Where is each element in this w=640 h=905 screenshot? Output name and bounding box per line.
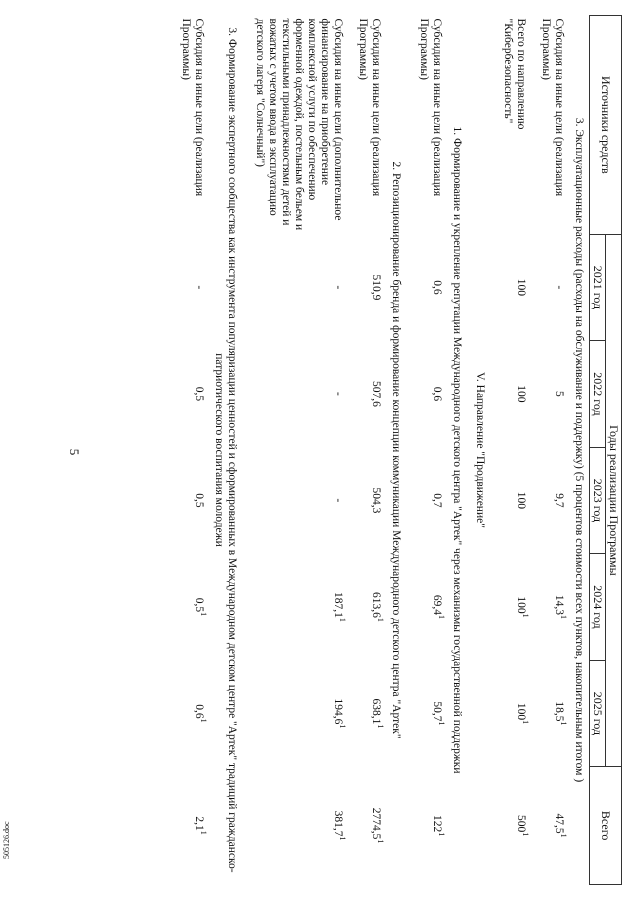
value-text: 0,5 <box>193 386 205 402</box>
value-cell <box>252 660 345 767</box>
footnote-mark: 1 <box>436 721 446 726</box>
landscape-page <box>22 15 622 885</box>
table-row <box>178 16 206 885</box>
section-title: 3. Формирование экспертного сообщества как инструмента популяризации ценностей и сформированных в Международном детском центре "Артек" традиций гражданско-патриотического воспитания молодежи <box>213 27 238 873</box>
value-text: 381,7 <box>332 810 344 837</box>
value-text: 18,5 <box>553 701 565 722</box>
value-text: 100 <box>515 278 527 297</box>
value-cell <box>252 767 345 885</box>
value-text: 5 <box>553 391 565 397</box>
value-text: 187,1 <box>332 592 344 618</box>
value-cell <box>355 660 383 767</box>
value-cell <box>355 234 383 341</box>
header-total: Всего <box>590 767 622 885</box>
value-cell <box>355 554 383 661</box>
table-row <box>416 16 444 885</box>
value-cell <box>500 767 528 885</box>
footnote-mark: 1 <box>520 832 530 837</box>
footnote-mark: 1 <box>558 721 568 726</box>
value-text: 9,7 <box>553 493 565 508</box>
value-text: 2774,5 <box>370 807 382 840</box>
header-years-group: Годы реализации Программы <box>606 234 622 767</box>
table-row <box>538 16 566 885</box>
value-text: 100 <box>515 385 527 403</box>
row-label: Субсидия на иные цели (реализация Программы) <box>418 18 443 197</box>
row-label: Субсидия на иные цели (реализация Программы) <box>180 18 205 197</box>
spacer-row <box>242 16 252 885</box>
footnote-mark: 1 <box>337 724 347 729</box>
value-cell <box>538 660 566 767</box>
value-cell <box>538 447 566 554</box>
section-row <box>206 16 242 885</box>
section-row <box>467 16 490 885</box>
value-text: 50,7 <box>431 701 443 722</box>
footnote-mark: 1 <box>558 833 568 838</box>
value-cell <box>538 341 566 448</box>
value-cell <box>355 341 383 448</box>
section-row <box>383 16 406 885</box>
value-text: 613,6 <box>370 592 382 618</box>
value-text: 69,4 <box>431 594 443 615</box>
value-text: 510,9 <box>370 274 382 301</box>
value-text: 0,5 <box>193 493 205 508</box>
section-title: 1. Формирование и укрепление репутации Международного детского центра "Артек" через механизмы государственной поддержки <box>451 126 463 774</box>
value-text: 0,6 <box>431 386 443 402</box>
spacer-row <box>168 16 178 885</box>
value-text: 0,5 <box>193 597 205 613</box>
row-label: Всего по направлению "Кибербезопасность" <box>502 18 527 130</box>
spacer-row <box>406 16 416 885</box>
header-year: 2025 год <box>590 660 606 767</box>
value-text: - <box>332 285 344 290</box>
section-row <box>566 16 590 885</box>
value-cell <box>416 767 444 885</box>
value-text: - <box>193 285 205 290</box>
value-text: 100 <box>515 702 527 721</box>
spacer-row <box>490 16 500 885</box>
value-cell <box>416 447 444 554</box>
value-cell <box>416 660 444 767</box>
value-cell <box>252 234 345 341</box>
value-text: 507,6 <box>370 380 382 407</box>
value-text: 500 <box>515 814 527 833</box>
value-text: 122 <box>431 814 443 833</box>
value-cell <box>500 660 528 767</box>
footnote-mark: 1 <box>520 613 530 618</box>
header-year: 2022 год <box>590 341 606 448</box>
footnote-mark: 1 <box>198 718 208 723</box>
row-label: Субсидия на иные цели (дополнительное финансирование на приобретение комплексной услуги по обеспечению форменной одеждой, постельным бельем и текстильными принадлежностями детей и вожатых с учетом ввода в эксплуатацию детского лагеря "Солнечный") <box>254 18 344 231</box>
value-text: - <box>553 285 565 290</box>
value-text: - <box>332 391 344 396</box>
value-cell <box>355 767 383 885</box>
value-cell <box>416 554 444 661</box>
value-cell <box>500 234 528 341</box>
table-body <box>168 16 590 885</box>
value-text: 100 <box>515 596 527 614</box>
value-text: 2,1 <box>193 816 205 831</box>
value-cell <box>178 341 206 448</box>
page-number: 5 <box>67 448 82 456</box>
value-cell <box>252 341 345 448</box>
footnote-mark: 1 <box>198 612 208 617</box>
footnote-mark: 1 <box>337 617 347 622</box>
value-cell <box>416 341 444 448</box>
value-cell <box>538 767 566 885</box>
financing-table <box>168 15 622 885</box>
footnote-mark: 1 <box>375 617 385 622</box>
footnote-mark: 1 <box>198 830 208 835</box>
value-text: 100 <box>515 491 527 510</box>
footnote-mark: 1 <box>337 836 347 841</box>
value-cell <box>252 554 345 661</box>
section-title: V. Направление "Продвижение" <box>474 372 486 528</box>
value-cell <box>416 234 444 341</box>
value-cell <box>538 234 566 341</box>
value-cell <box>178 554 206 661</box>
value-cell <box>178 660 206 767</box>
footnote-mark: 1 <box>558 615 568 619</box>
footnote-mark: 1 <box>375 724 385 729</box>
spacer-row <box>528 16 538 885</box>
table-row <box>355 16 383 885</box>
spacer-row <box>345 16 355 885</box>
value-text: 0,6 <box>193 704 205 719</box>
section-row <box>444 16 467 885</box>
value-text: 194,6 <box>332 698 344 725</box>
footnote-mark: 1 <box>375 839 385 844</box>
footnote-mark: 1 <box>520 720 530 725</box>
header-year: 2021 год <box>590 234 606 341</box>
value-text: 14,3 <box>553 594 565 615</box>
value-text: 47,5 <box>553 813 565 834</box>
value-cell <box>252 447 345 554</box>
value-text: 0,6 <box>431 280 443 295</box>
row-label: Субсидия на иные цели (реализация Программы) <box>357 18 382 197</box>
header-source: Источники средств <box>590 16 622 235</box>
footnote-mark: 1 <box>436 832 446 837</box>
value-cell <box>500 341 528 448</box>
value-cell <box>178 767 206 885</box>
header-year: 2023 год <box>590 447 606 554</box>
table-row <box>252 16 345 885</box>
value-text: 504,3 <box>370 487 382 514</box>
value-text: 0,7 <box>431 493 443 508</box>
value-cell <box>178 234 206 341</box>
value-cell <box>500 447 528 554</box>
section-title: 2. Репозиционирование бренда и формирование концепции коммуникации Международного детского центра "Артек" <box>390 161 402 739</box>
value-cell <box>538 554 566 661</box>
file-name: 505126.doc <box>2 821 11 859</box>
value-cell <box>355 447 383 554</box>
header-year: 2024 год <box>590 554 606 661</box>
row-label: Субсидия на иные цели (реализация Программы) <box>540 18 565 197</box>
value-cell <box>500 554 528 661</box>
table-row <box>500 16 528 885</box>
value-text: - <box>332 498 344 503</box>
value-cell <box>178 447 206 554</box>
section-title: 3. Эксплуатационные расходы (расходы на обслуживание и поддержку) (5 процентов стоимости всех пунктов, накопительным итогом ) <box>573 117 585 783</box>
value-text: 638,1 <box>370 698 382 725</box>
footnote-mark: 1 <box>436 615 446 619</box>
